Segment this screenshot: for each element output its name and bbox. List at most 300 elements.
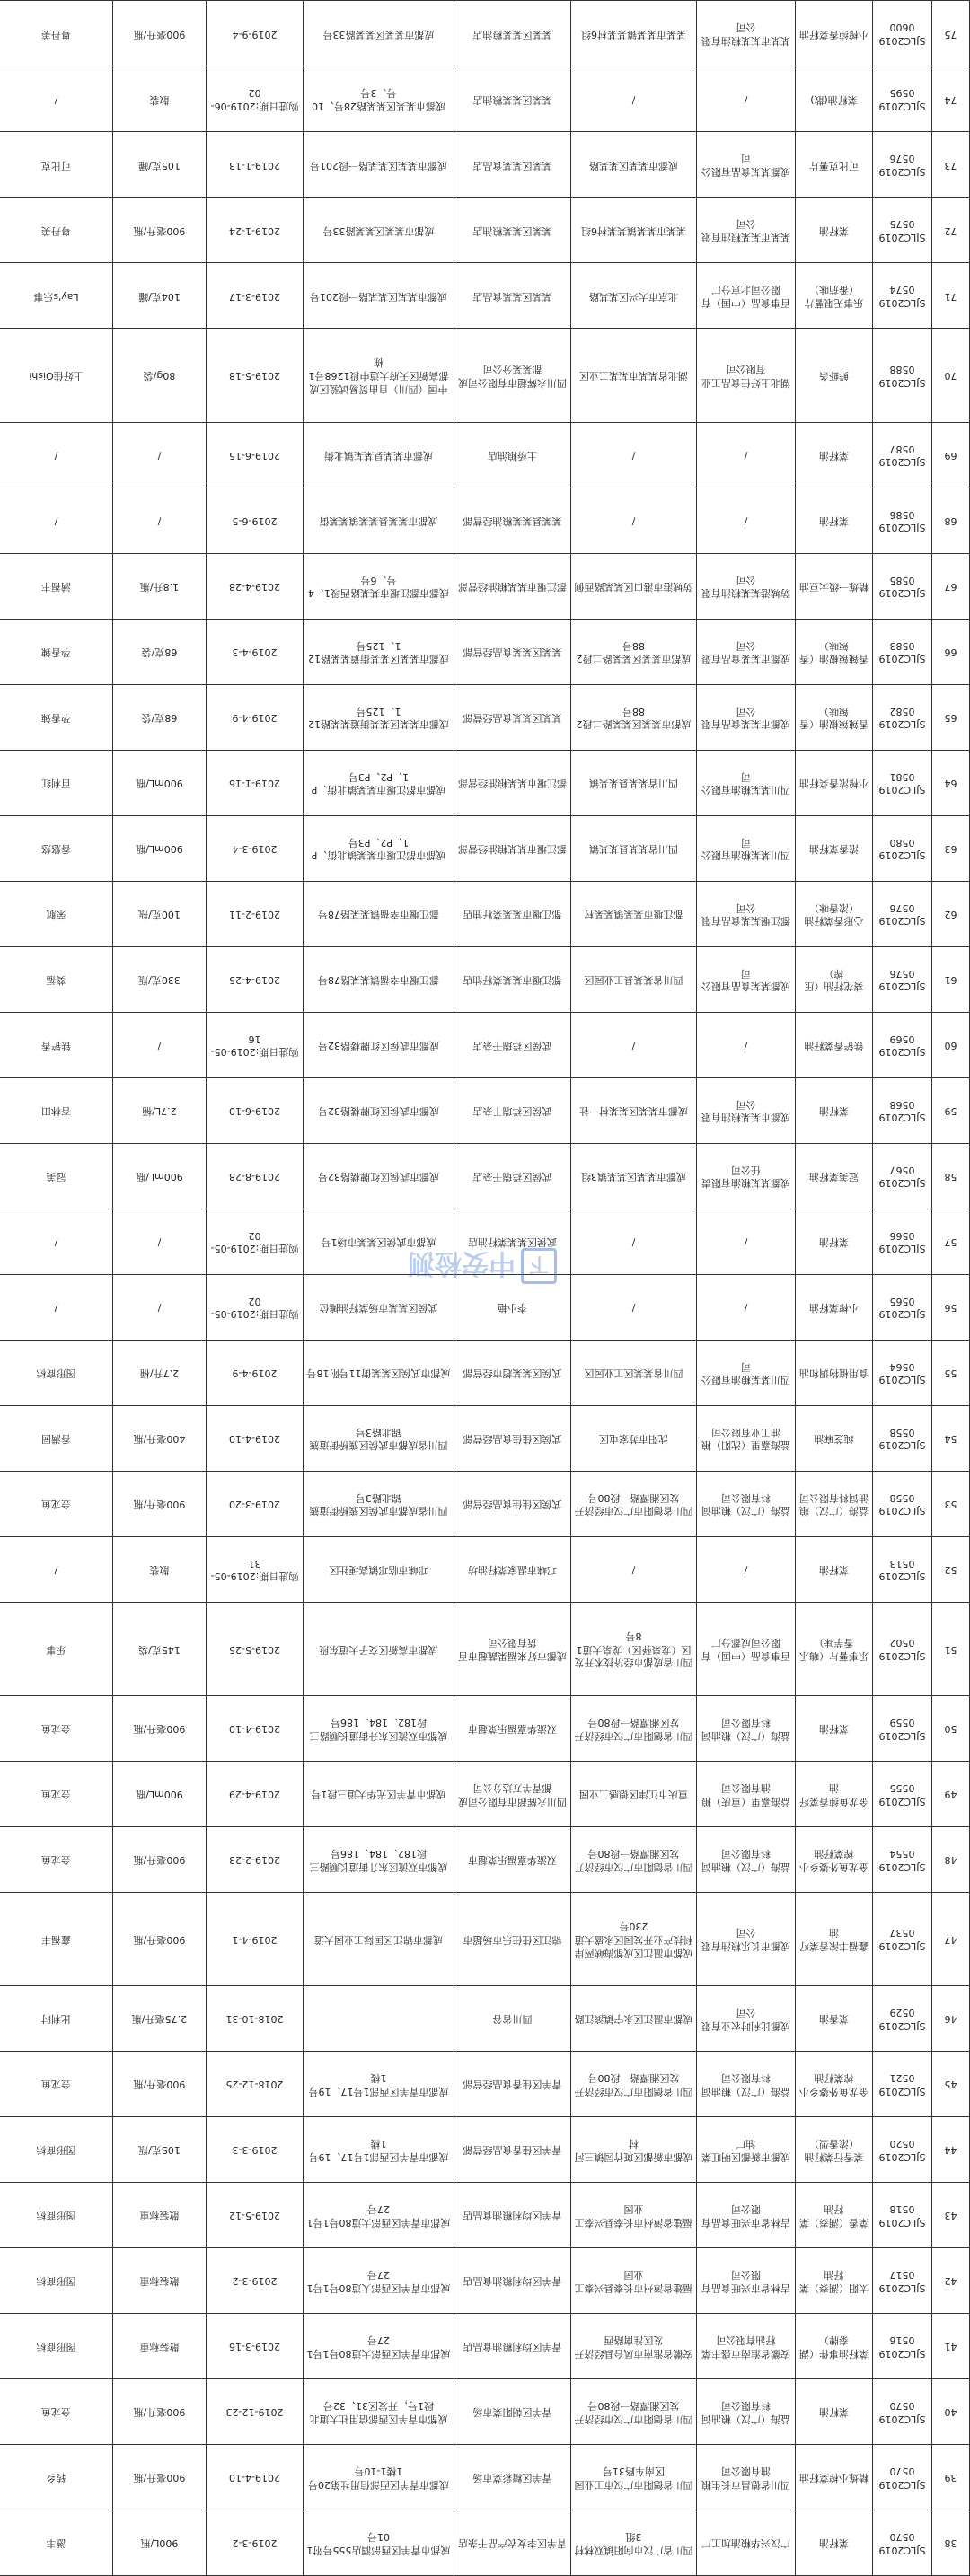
cell-code: SJLC20190595 bbox=[873, 66, 932, 132]
cell-seller-addr: 成都市青羊区西部1号17、19号1楼 bbox=[304, 2052, 454, 2117]
cell-brand: 乐事 bbox=[0, 1602, 113, 1695]
cell-maker-addr: 重庆市江津区德感工业园 bbox=[571, 1761, 697, 1826]
cell-maker: 成都某某食品有限公司 bbox=[697, 946, 796, 1012]
cell-maker: / bbox=[697, 1012, 796, 1077]
cell-name: 菜籽油事件（湖泰牌） bbox=[796, 2314, 873, 2379]
table-row bbox=[0, 1209, 970, 1274]
table-row bbox=[0, 815, 970, 881]
cell-name: 纯芝麻油 bbox=[796, 1405, 873, 1471]
cell-brand: / bbox=[0, 488, 113, 553]
cell-seller: 都江堰市某某菜籽油店 bbox=[454, 881, 571, 946]
cell-seller-addr: 四川省成都市武侯区簇桥街道簇锦北路3号 bbox=[304, 1405, 454, 1471]
cell-seq: 56 bbox=[932, 1274, 970, 1340]
cell-spec: 900毫升/瓶 bbox=[113, 198, 207, 263]
cell-name: 菜香（湖泰）菜籽油 bbox=[796, 2183, 873, 2248]
cell-seller: 锦江区佳佳乐市场超市 bbox=[454, 1892, 571, 1985]
cell-seller: 青羊区朝阳菜市场 bbox=[454, 2379, 571, 2445]
cell-spec: 散装 bbox=[113, 66, 207, 132]
cell-maker-addr: / bbox=[571, 1012, 697, 1077]
cell-maker: 益海（广汉）粮油饲料有限公司 bbox=[697, 1826, 796, 1892]
cell-name: 菜籽油 bbox=[796, 488, 873, 553]
cell-brand: 铁铲香 bbox=[0, 1012, 113, 1077]
cell-name: 浓香菜籽油 bbox=[796, 815, 873, 881]
cell-seq: 72 bbox=[932, 198, 970, 263]
cell-seller-addr: 成都市双流区东升街道长顺路三段182、184、186号 bbox=[304, 1826, 454, 1892]
cell-maker: 广汉兴华粮油加工厂 bbox=[697, 2510, 796, 2576]
cell-spec: 900毫升/瓶 bbox=[113, 2445, 207, 2510]
cell-seller-addr: 成都市青羊区西部大道80号1号127号 bbox=[304, 2314, 454, 2379]
cell-seller-addr: 成都市青羊区西部大道80号1号127号 bbox=[304, 2248, 454, 2314]
cell-seller: 都江堰市某某粮油经营部 bbox=[454, 750, 571, 815]
cell-name: 太阳（湖泰）菜籽油 bbox=[796, 2248, 873, 2314]
cell-maker-addr: / bbox=[571, 488, 697, 553]
table-row bbox=[0, 2052, 970, 2117]
cell-date: 2018-10-31 bbox=[207, 1986, 304, 2052]
cell-maker-addr: 福建省漳州市长泰县兴泰工业园 bbox=[571, 2248, 697, 2314]
cell-seq: 75 bbox=[932, 1, 970, 66]
cell-code: SJLC20190575 bbox=[873, 198, 932, 263]
cell-seller-addr: 成都市武侯区红牌楼路32号 bbox=[304, 1012, 454, 1077]
cell-maker-addr: 成都市温江区成都海峡两岸科技产业开发园区永盛大道230号 bbox=[571, 1892, 697, 1985]
cell-seller: 李小艳 bbox=[454, 1274, 571, 1340]
cell-brand: / bbox=[0, 1209, 113, 1274]
cell-brand: 滋丰 bbox=[0, 2510, 113, 2576]
cell-name: 小榨纯香菜籽油 bbox=[796, 1, 873, 66]
cell-maker: / bbox=[697, 422, 796, 488]
cell-code: SJLC20190574 bbox=[873, 263, 932, 329]
cell-seller: 四川永辉超市有限公司成都某某分公司 bbox=[454, 329, 571, 422]
cell-spec: / bbox=[113, 422, 207, 488]
cell-maker: 成都市长乐粮油有限公司 bbox=[697, 1892, 796, 1985]
cell-maker: 成都市某某食品有限公司 bbox=[697, 619, 796, 684]
cell-seq: 64 bbox=[932, 750, 970, 815]
cell-brand: / bbox=[0, 422, 113, 488]
cell-brand: 孕香辣 bbox=[0, 619, 113, 684]
table-body bbox=[0, 1, 970, 2576]
cell-seq: 53 bbox=[932, 1471, 970, 1536]
cell-seller: 青羊区精彩菜市场 bbox=[454, 2445, 571, 2510]
cell-maker: 成都市新都区明旺菜油厂 bbox=[697, 2117, 796, 2183]
cell-date: 2019-4-1 bbox=[207, 1892, 304, 1985]
cell-seq: 61 bbox=[932, 946, 970, 1012]
cell-seq: 50 bbox=[932, 1695, 970, 1761]
cell-name: 菜籽油 bbox=[796, 1536, 873, 1602]
cell-name: 菜籽油 bbox=[796, 422, 873, 488]
cell-seq: 43 bbox=[932, 2183, 970, 2248]
cell-brand: 可比克 bbox=[0, 132, 113, 198]
cell-seller-addr: 成都市青羊区西部酒店555号附101号 bbox=[304, 2510, 454, 2576]
cell-maker: 某某市某某粮油有限公司 bbox=[697, 1, 796, 66]
cell-maker: 都江堰某某食品有限公司 bbox=[697, 881, 796, 946]
table-row bbox=[0, 1077, 970, 1143]
cell-name: 精炼一级大豆油 bbox=[796, 553, 873, 619]
cell-code: SJLC20190586 bbox=[873, 488, 932, 553]
cell-seller: 某某区某某食品店 bbox=[454, 132, 571, 198]
cell-maker-addr: 某某市某某镇某某村6组 bbox=[571, 1, 697, 66]
cell-spec: 900毫升/瓶 bbox=[113, 2052, 207, 2117]
cell-code: SJLC20190585 bbox=[873, 553, 932, 619]
cell-date: 购进日期:2019-05-16 bbox=[207, 1012, 304, 1077]
cell-date: 2019-12-23 bbox=[207, 2379, 304, 2445]
cell-name: 菜香油 bbox=[796, 1986, 873, 2052]
cell-name: 菜香行菜籽油（浓香型） bbox=[796, 2117, 873, 2183]
cell-seq: 48 bbox=[932, 1826, 970, 1892]
cell-code: SJLC20190570 bbox=[873, 2445, 932, 2510]
table-row bbox=[0, 750, 970, 815]
cell-seller-addr: 成都市某某县某某镇北街 bbox=[304, 422, 454, 488]
cell-brand: 图形商标 bbox=[0, 2248, 113, 2314]
cell-spec: / bbox=[113, 1274, 207, 1340]
cell-date: 2019-2-11 bbox=[207, 881, 304, 946]
cell-maker: 湖北上好佳食品工业有限公司 bbox=[697, 329, 796, 422]
cell-date: 2019-4-3 bbox=[207, 619, 304, 684]
cell-seq: 45 bbox=[932, 2052, 970, 2117]
cell-code: SJLC20190588 bbox=[873, 329, 932, 422]
cell-spec: 10S克/瓶 bbox=[113, 2117, 207, 2183]
cell-code: SJLC20190581 bbox=[873, 750, 932, 815]
cell-code: SJLC20190513 bbox=[873, 1536, 932, 1602]
table-row bbox=[0, 1761, 970, 1826]
cell-seller: 某某县某某粮油经营部 bbox=[454, 488, 571, 553]
cell-spec: 145克/袋 bbox=[113, 1602, 207, 1695]
cell-spec: 2.75毫升/瓶 bbox=[113, 1986, 207, 2052]
cell-maker-addr: 都江堰市某某镇某某村 bbox=[571, 881, 697, 946]
cell-spec: 1.8升/瓶 bbox=[113, 553, 207, 619]
table-row bbox=[0, 2183, 970, 2248]
cell-brand: 冠美 bbox=[0, 1143, 113, 1209]
cell-brand: 香悠悠 bbox=[0, 815, 113, 881]
cell-seller-addr: 中国（四川）自由贸易试验区成都高新区天府大道中段1268号1栋 bbox=[304, 329, 454, 422]
cell-code: SJLC20190537 bbox=[873, 1892, 932, 1985]
cell-brand: 图形商标 bbox=[0, 2314, 113, 2379]
table-row bbox=[0, 1340, 970, 1405]
cell-maker: 某某市某某粮油有限公司 bbox=[697, 198, 796, 263]
cell-name: 乐事薯片（嗨乐香芋味） bbox=[796, 1602, 873, 1695]
cell-spec: 2.7L/桶 bbox=[113, 1077, 207, 1143]
table-row bbox=[0, 1274, 970, 1340]
cell-name: 可比克薯片 bbox=[796, 132, 873, 198]
table-row bbox=[0, 2379, 970, 2445]
cell-brand: 葵福 bbox=[0, 946, 113, 1012]
table-row bbox=[0, 2314, 970, 2379]
cell-maker: 成都市某某粮油有限公司 bbox=[697, 1077, 796, 1143]
cell-seq: 40 bbox=[932, 2379, 970, 2445]
cell-name: 菜籽油 bbox=[796, 2379, 873, 2445]
cell-name: 菜籽油 bbox=[796, 2510, 873, 2576]
table-row bbox=[0, 488, 970, 553]
cell-date: 2019-5-12 bbox=[207, 2183, 304, 2248]
cell-maker: 吉林省市兴旺食品有限公司 bbox=[697, 2183, 796, 2248]
cell-maker: 成都市某某食品有限公司 bbox=[697, 684, 796, 750]
cell-date: 购进日期:2019-05-31 bbox=[207, 1536, 304, 1602]
cell-maker-addr: 成都市温江区永宁镇滨江路 bbox=[571, 1986, 697, 2052]
cell-seq: 46 bbox=[932, 1986, 970, 2052]
cell-seller-addr: 成都市武侯区某某市场1号 bbox=[304, 1209, 454, 1274]
cell-maker: 四川某某粮油有限公司 bbox=[697, 815, 796, 881]
cell-maker: 百事食品（中国）有限公司北京分厂 bbox=[697, 263, 796, 329]
cell-spec: 900毫升/瓶 bbox=[113, 2379, 207, 2445]
cell-code: SJLC20190565 bbox=[873, 1274, 932, 1340]
cell-date: 2019-3-4 bbox=[207, 815, 304, 881]
cell-spec: 900mL/瓶 bbox=[113, 1761, 207, 1826]
cell-spec: 900mL/瓶 bbox=[113, 750, 207, 815]
cell-spec: 68克/袋 bbox=[113, 684, 207, 750]
cell-spec: 104克/罐 bbox=[113, 263, 207, 329]
cell-seller: 青羊区佳香食品经营部 bbox=[454, 2052, 571, 2117]
cell-brand: 图形商标 bbox=[0, 1340, 113, 1405]
cell-spec: 80g/袋 bbox=[113, 329, 207, 422]
cell-brand: 孕香辣 bbox=[0, 684, 113, 750]
cell-seller-addr: 成都市武侯区红牌楼路32号 bbox=[304, 1077, 454, 1143]
cell-code: SJLC20190576 bbox=[873, 132, 932, 198]
cell-code: SJLC20190582 bbox=[873, 684, 932, 750]
table-row bbox=[0, 329, 970, 422]
cell-date: 2019-4-9 bbox=[207, 684, 304, 750]
cell-code: SJLC20190502 bbox=[873, 1602, 932, 1695]
cell-seller: 青羊区佳香食品经营部 bbox=[454, 2117, 571, 2183]
cell-maker-addr: 福建省漳州市长泰县兴泰工业园 bbox=[571, 2183, 697, 2248]
cell-seller: 武侯区祥瑞干杂店 bbox=[454, 1012, 571, 1077]
cell-seq: 47 bbox=[932, 1892, 970, 1985]
cell-seller: 某某区某某食品经营部 bbox=[454, 619, 571, 684]
cell-maker-addr: 成都市新都区斑竹园镇三河村 bbox=[571, 2117, 697, 2183]
cell-spec: 2.7升/桶 bbox=[113, 1340, 207, 1405]
cell-date: 2019-4-9 bbox=[207, 1340, 304, 1405]
cell-date: 2019-2-23 bbox=[207, 1826, 304, 1892]
table-row bbox=[0, 1602, 970, 1695]
cell-date: 2019-3-20 bbox=[207, 1471, 304, 1536]
cell-seller: 青羊区均利粮油食品店 bbox=[454, 2248, 571, 2314]
cell-maker: / bbox=[697, 66, 796, 132]
cell-seq: 70 bbox=[932, 329, 970, 422]
cell-maker: / bbox=[697, 1536, 796, 1602]
cell-seq: 54 bbox=[932, 1405, 970, 1471]
cell-maker-addr: 四川省成都市经济技术开发区（龙泉驿区）龙泉大道18号 bbox=[571, 1602, 697, 1695]
cell-seller: 某某区某某食品经营部 bbox=[454, 684, 571, 750]
cell-seq: 66 bbox=[932, 619, 970, 684]
cell-seq: 67 bbox=[932, 553, 970, 619]
cell-brand: 比利时 bbox=[0, 1986, 113, 2052]
cell-seq: 60 bbox=[932, 1012, 970, 1077]
cell-spec: 330克/瓶 bbox=[113, 946, 207, 1012]
cell-seller-addr: 成都市青羊区西部信用社第20号1楼1-10号 bbox=[304, 2445, 454, 2510]
cell-seller-addr: 成都市都江堰市某某镇北街、P1、P2、P3号 bbox=[304, 750, 454, 815]
cell-code: SJLC20190566 bbox=[873, 1209, 932, 1274]
cell-code: SJLC20190564 bbox=[873, 1340, 932, 1405]
cell-brand: 满福丰 bbox=[0, 553, 113, 619]
cell-brand: 金龙鱼 bbox=[0, 2379, 113, 2445]
cell-seller-addr: 成都市某某区某某路33号 bbox=[304, 1, 454, 66]
cell-date: 2019-1-13 bbox=[207, 132, 304, 198]
table-row bbox=[0, 2510, 970, 2576]
cell-maker-addr: 四川省广汉市向阳镇双林村3组 bbox=[571, 2510, 697, 2576]
cell-seq: 44 bbox=[932, 2117, 970, 2183]
table-row bbox=[0, 1892, 970, 1985]
table-row bbox=[0, 2117, 970, 2183]
cell-spec: / bbox=[113, 1012, 207, 1077]
cell-brand: / bbox=[0, 1274, 113, 1340]
cell-seller-addr: 四川省成都市武侯区簇桥街道簇锦北路3号 bbox=[304, 1471, 454, 1536]
cell-maker-addr: / bbox=[571, 1274, 697, 1340]
cell-maker-addr: 安徽省淮南市凤台县经济开发区淮南路西 bbox=[571, 2314, 697, 2379]
cell-maker-addr: / bbox=[571, 66, 697, 132]
cell-code: SJLC20190583 bbox=[873, 619, 932, 684]
cell-code: SJLC20190516 bbox=[873, 2314, 932, 2379]
cell-seller: 都江堰市某某菜籽油店 bbox=[454, 946, 571, 1012]
cell-code: SJLC20190568 bbox=[873, 1077, 932, 1143]
table-row bbox=[0, 1826, 970, 1892]
cell-seller: 四川永辉超市有限公司成都青羊万达分公司 bbox=[454, 1761, 571, 1826]
cell-seller-addr: 成都市武侯区红牌楼路32号 bbox=[304, 1143, 454, 1209]
cell-maker-addr: 湖北省某某市某某工业区 bbox=[571, 329, 697, 422]
cell-code: SJLC20190518 bbox=[873, 2183, 932, 2248]
cell-brand: 粤丹美 bbox=[0, 1, 113, 66]
cell-maker-addr: 成都市某某区某某镇3组 bbox=[571, 1143, 697, 1209]
cell-maker-addr: 成都市某某区某某路二段288号 bbox=[571, 619, 697, 684]
cell-seq: 41 bbox=[932, 2314, 970, 2379]
cell-seller: 某某区某某粮油店 bbox=[454, 1, 571, 66]
table-row bbox=[0, 1536, 970, 1602]
table-row bbox=[0, 66, 970, 132]
cell-name: 益海（广汉）粮油饲料有限公司 bbox=[796, 1471, 873, 1536]
cell-seller-addr: 成都市都江堰市某某镇北街、P1、P2、P3号 bbox=[304, 815, 454, 881]
cell-name: 菜籽油 bbox=[796, 1695, 873, 1761]
cell-code: SJLC20190580 bbox=[873, 815, 932, 881]
cell-seller-addr: 成都市青羊区西部大道80号1号127号 bbox=[304, 2183, 454, 2248]
cell-maker: 四川省德昌市长生粮油有限公司 bbox=[697, 2445, 796, 2510]
cell-maker: 益海（广汉）粮油饲料有限公司 bbox=[697, 2379, 796, 2445]
table-row bbox=[0, 1405, 970, 1471]
cell-seller-addr: 成都市锦江区国际工业园大道 bbox=[304, 1892, 454, 1985]
cell-maker-addr: 四川省德阳市广汉市经济开发区湘潭路一段80号 bbox=[571, 1471, 697, 1536]
cell-seller: 武侯区祥瑞干杂店 bbox=[454, 1143, 571, 1209]
cell-brand: 金龙鱼 bbox=[0, 1761, 113, 1826]
cell-seller-addr: 成都市青羊区光华大道三段1号 bbox=[304, 1761, 454, 1826]
cell-date: 购进日期:2019-05-02 bbox=[207, 1274, 304, 1340]
cell-name: 香辣辣椒油（香辣味） bbox=[796, 619, 873, 684]
cell-date: 2019-3-3 bbox=[207, 2117, 304, 2183]
cell-maker: 成都某某粮油有限责任公司 bbox=[697, 1143, 796, 1209]
cell-brand: 香满园 bbox=[0, 1405, 113, 1471]
table-row bbox=[0, 132, 970, 198]
cell-spec: 900mL/瓶 bbox=[113, 1143, 207, 1209]
cell-spec: 900毫升/瓶 bbox=[113, 1471, 207, 1536]
table-row bbox=[0, 619, 970, 684]
cell-spec: 900L/瓶 bbox=[113, 2510, 207, 2576]
cell-seller: 某某区某某食品店 bbox=[454, 263, 571, 329]
cell-name: 菜籽油 bbox=[796, 1209, 873, 1274]
cell-seq: 71 bbox=[932, 263, 970, 329]
cell-spec: 散装称重 bbox=[113, 2314, 207, 2379]
cell-seq: 38 bbox=[932, 2510, 970, 2576]
cell-name: 冠美菜籽油 bbox=[796, 1143, 873, 1209]
cell-maker-addr: 某某市某某镇某某村6组 bbox=[571, 198, 697, 263]
cell-brand: 百利红 bbox=[0, 750, 113, 815]
table-row bbox=[0, 2445, 970, 2510]
cell-seq: 57 bbox=[932, 1209, 970, 1274]
cell-seller: 四川省谷 bbox=[454, 1986, 571, 2052]
cell-spec: 900毫升/瓶 bbox=[113, 1826, 207, 1892]
cell-code: SJLC20190567 bbox=[873, 1143, 932, 1209]
cell-maker: 百事食品（中国）有限公司成都分厂 bbox=[697, 1602, 796, 1695]
cell-seller-addr bbox=[304, 1986, 454, 2052]
cell-spec: 100克/瓶 bbox=[113, 881, 207, 946]
table-row bbox=[0, 946, 970, 1012]
cell-date: 2019-4-28 bbox=[207, 553, 304, 619]
cell-name: 菜籽油 bbox=[796, 1077, 873, 1143]
cell-spec: 900毫升/瓶 bbox=[113, 1, 207, 66]
cell-maker-addr: / bbox=[571, 1209, 697, 1274]
cell-seller: 武侯区祥瑞干杂店 bbox=[454, 1077, 571, 1143]
cell-seller: 成都市好来福果蔬超市百货有限公司 bbox=[454, 1602, 571, 1695]
watermark-logo-icon: 下 bbox=[521, 1248, 557, 1284]
cell-spec: 900mL/瓶 bbox=[113, 815, 207, 881]
cell-date: 2019-3-17 bbox=[207, 263, 304, 329]
table-row bbox=[0, 1695, 970, 1761]
cell-maker-addr: 四川省某某县某某镇 bbox=[571, 750, 697, 815]
cell-seq: 74 bbox=[932, 66, 970, 132]
cell-code: SJLC20190529 bbox=[873, 1986, 932, 2052]
cell-name: 食用植物调和油 bbox=[796, 1340, 873, 1405]
cell-seller-addr: 成都市双流区东升街道长顺路三段182、184、186号 bbox=[304, 1695, 454, 1761]
cell-date: 2019-1-24 bbox=[207, 198, 304, 263]
cell-seller-addr: 成都市某某区某某路一段201号 bbox=[304, 263, 454, 329]
cell-maker: 安徽省淮南市盛丰菜籽油有限公司 bbox=[697, 2314, 796, 2379]
cell-seller: 都江堰市某某粮油经营部 bbox=[454, 815, 571, 881]
cell-name: 菜籽油 bbox=[796, 198, 873, 263]
cell-date: 2019-4-10 bbox=[207, 1405, 304, 1471]
cell-brand: 金龙鱼 bbox=[0, 1471, 113, 1536]
cell-seq: 51 bbox=[932, 1602, 970, 1695]
cell-brand: 粤丹美 bbox=[0, 198, 113, 263]
cell-date: 2019-3-2 bbox=[207, 2510, 304, 2576]
cell-maker: / bbox=[697, 488, 796, 553]
cell-maker: 成都某某食品有限公司 bbox=[697, 132, 796, 198]
cell-code: SJLC20190558 bbox=[873, 1405, 932, 1471]
cell-date: 2019-3-2 bbox=[207, 2248, 304, 2314]
cell-seller: 邛崃市温家菜籽油坊 bbox=[454, 1536, 571, 1602]
cell-seller: 武侯区某某菜籽油店 bbox=[454, 1209, 571, 1274]
table-row bbox=[0, 1986, 970, 2052]
cell-name: 铁铲香菜籽油 bbox=[796, 1012, 873, 1077]
cell-brand: 杏林田 bbox=[0, 1077, 113, 1143]
cell-code: SJLC20190576 bbox=[873, 881, 932, 946]
cell-name: 心形香菜籽油（浓香味） bbox=[796, 881, 873, 946]
cell-seller: 某某区某某粮油店 bbox=[454, 66, 571, 132]
cell-date: 2018-12-25 bbox=[207, 2052, 304, 2117]
cell-maker: 吉林省市兴旺食品有限公司 bbox=[697, 2248, 796, 2314]
cell-name: 金龙鱼纯香菜籽油 bbox=[796, 1761, 873, 1826]
cell-seq: 73 bbox=[932, 132, 970, 198]
cell-date: 购进日期:2019-06-02 bbox=[207, 66, 304, 132]
cell-name: 精炼小榨菜籽油 bbox=[796, 2445, 873, 2510]
cell-name: 乐事无限薯片（番茄味） bbox=[796, 263, 873, 329]
table-row bbox=[0, 1143, 970, 1209]
cell-code: SJLC20190587 bbox=[873, 422, 932, 488]
table-row bbox=[0, 553, 970, 619]
cell-maker-addr: 北京市大兴区某某路 bbox=[571, 263, 697, 329]
cell-maker: 成都比利时农业有限公司 bbox=[697, 1986, 796, 2052]
cell-code: SJLC20190558 bbox=[873, 1471, 932, 1536]
cell-seq: 49 bbox=[932, 1761, 970, 1826]
cell-code: SJLC20190569 bbox=[873, 1012, 932, 1077]
cell-maker: 防城港某某粮油有限公司 bbox=[697, 553, 796, 619]
cell-spec: 散装 bbox=[113, 1536, 207, 1602]
cell-date: 2019-5-18 bbox=[207, 329, 304, 422]
cell-maker-addr: 四川省德阳市广汉市工业园区南车路31号 bbox=[571, 2445, 697, 2510]
cell-seller-addr: 成都市高新区交子大道东段 bbox=[304, 1602, 454, 1695]
cell-brand: 荣航 bbox=[0, 881, 113, 946]
